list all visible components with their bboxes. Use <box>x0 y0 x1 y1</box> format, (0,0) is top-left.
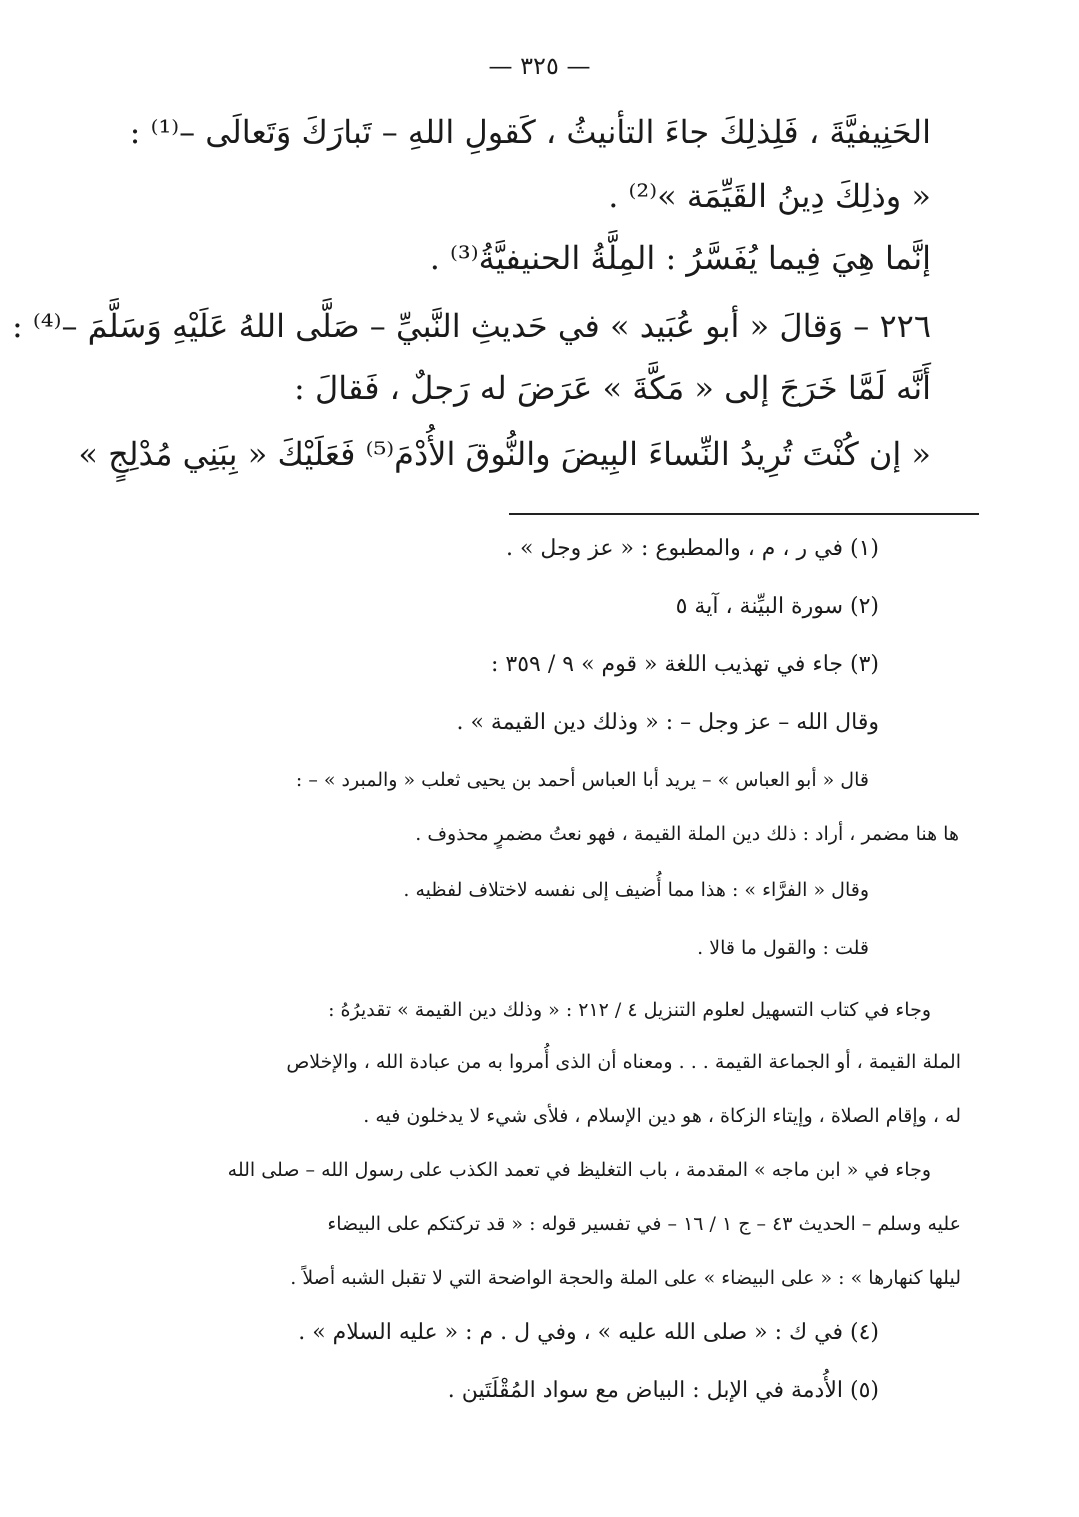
footnote-line: ها هنا مضمر ، أراد : ذلك دين الملة القيمة ، فهو نعتُ مضمرٍ محذوف . <box>415 823 959 845</box>
footnote-line: ليلها كنهارها » : « على البيضاء » على الملة والحجة الواضحة التي لا تقبل الشبه أصلاً . <box>290 1267 961 1289</box>
main-text-line: « إن كُنْتَ تُرِيدُ النِّساءَ البِيضَ والنُّوقَ الأُدْمَ⁽⁵⁾ فَعَلَيْكَ « بِبَنِي مُدْلِجٍ » <box>78 435 931 473</box>
footnote-line: عليه وسلم – الحديث ٤٣ – ج ١ / ١٦ – في تفسير قوله : « قد تركتكم على البيضاء <box>327 1213 961 1235</box>
main-text-line: الحَنِيفيَّةَ ، فَلِذلِكَ جاءَ التأنيثُ ، كَقولِ اللهِ – تَبارَكَ وَتَعالَى –⁽¹⁾ : <box>129 113 931 151</box>
main-text-line: إنَّما هِيَ فِيما يُفَسَّرُ : المِلَّةُ الحنيفيَّةُ⁽³⁾ . <box>429 239 931 277</box>
main-text-line: ٢٢٦ – وَقالَ « أبو عُبَيد » في حَديثِ النَّبيِّ – صَلَّى اللهُ عَلَيْهِ وَسَلَّمَ –⁽⁴⁾ : <box>11 307 931 345</box>
footnote-line: (٤) في ك : « صلى الله عليه » ، وفي ل . م : « عليه السلام » . <box>298 1320 879 1345</box>
main-text-line: أَنَّه لَمَّا خَرَجَ إلى « مَكَّةَ » عَرَضَ له رَجلٌ ، فَقالَ : <box>294 369 931 407</box>
main-text-line: « وذلِكَ دِينُ القَيِّمَة »⁽²⁾ . <box>608 177 931 215</box>
footnote-line: له ، وإقام الصلاة ، وإيتاء الزكاة ، هو دين الإسلام ، فلأى شيء لا يدخلون فيه . <box>363 1105 961 1127</box>
footnote-line: (٥) الأُدمة في الإبل : البياض مع سواد المُقْلَتَين . <box>447 1378 879 1403</box>
footnote-line: (٣) جاء في تهذيب اللغة « قوم » ٩ / ٣٥٩ : <box>490 652 879 677</box>
footnote-line: الملة القيمة ، أو الجماعة القيمة . . . ومعناه أن الذى أُمروا به من عبادة الله ، والإخلاص <box>286 1051 961 1073</box>
footnote-line: قلت : والقول ما قالا . <box>697 937 869 959</box>
footnote-line: (١) في ر ، م ، والمطبوع : « عز وجل » . <box>505 536 879 561</box>
footnote-line: (٢) سورة البيِّنة ، آية ٥ <box>675 594 879 619</box>
footnote-separator <box>509 513 979 515</box>
footnote-line: وقال « الفرَّاء » : هذا مما أُضيف إلى نفسه لاختلاف لفظيه . <box>403 879 869 901</box>
footnote-line: وجاء في كتاب التسهيل لعلوم التنزيل ٤ / ٢١٢ : « وذلك دين القيمة » تقديرُهُ : <box>328 999 931 1021</box>
footnote-line: قال « أبو العباس » – يريد أبا العباس أحمد بن يحيى ثعلب « والمبرد » – : <box>295 769 869 791</box>
page-number: — ٣٢٥ — <box>488 52 591 80</box>
footnote-line: وجاء في « ابن ماجه » المقدمة ، باب التغليظ في تعمد الكذب على رسول الله – صلى الله <box>227 1159 931 1181</box>
footnote-line: وقال الله – عز وجل – : « وذلك دين القيمة » . <box>456 710 879 735</box>
